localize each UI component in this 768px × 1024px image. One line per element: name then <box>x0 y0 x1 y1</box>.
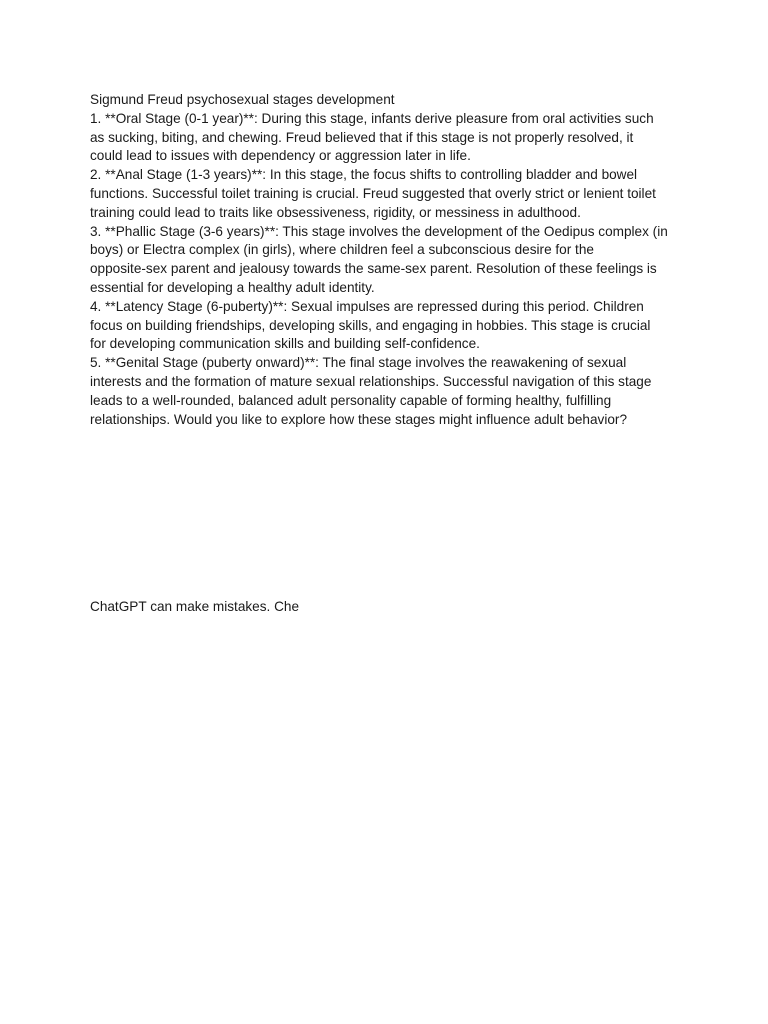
stage-line: interests and the formation of mature sexual relationships. Successful navigation of this stage <box>90 373 652 389</box>
stage-phallic <box>90 223 690 298</box>
stage-latency <box>90 298 690 354</box>
document-title: Sigmund Freud psychosexual stages development <box>90 92 395 107</box>
stage-oral <box>90 110 690 166</box>
stage-line: essential for developing a healthy adult identity. <box>90 279 375 295</box>
stage-line: as sucking, biting, and chewing. Freud believed that if this stage is not properly resolved, it <box>90 129 634 145</box>
stage-line: for developing communication skills and building self-confidence. <box>90 336 480 352</box>
stage-anal <box>90 166 690 222</box>
stage-line: training could lead to traits like obsessiveness, rigidity, or messiness in adulthood. <box>90 204 581 220</box>
stage-line: 4. **Latency Stage (6-puberty)**: Sexual impulses are repressed during this period. Children <box>90 298 644 314</box>
stage-line: 1. **Oral Stage (0-1 year)**: During this stage, infants derive pleasure from oral activities such <box>90 110 654 126</box>
stage-line: 5. **Genital Stage (puberty onward)**: The final stage involves the reawakening of sexual <box>90 355 627 371</box>
stage-line: could lead to issues with dependency or aggression later in life. <box>90 148 471 164</box>
disclaimer-text: ChatGPT can make mistakes. Che <box>90 599 300 614</box>
stage-line: focus on building friendships, developing skills, and engaging in hobbies. This stage is crucial <box>90 317 651 333</box>
stage-line: leads to a well-rounded, balanced adult personality capable of forming healthy, fulfilling <box>90 392 612 408</box>
stage-genital <box>90 354 690 429</box>
stage-line: relationships. Would you like to explore how these stages might influence adult behavior? <box>90 411 628 427</box>
stage-line: boys) or Electra complex (in girls), where children feel a subconscious desire for the <box>90 242 594 258</box>
stage-line: 2. **Anal Stage (1-3 years)**: In this stage, the focus shifts to controlling bladder and bowel <box>90 167 638 183</box>
document-body <box>90 91 690 429</box>
stage-line: opposite-sex parent and jealousy towards the same-sex parent. Resolution of these feelings is <box>90 261 657 277</box>
stage-line: 3. **Phallic Stage (3-6 years)**: This stage involves the development of the Oedipus complex (in <box>90 223 668 239</box>
stage-line: functions. Successful toilet training is crucial. Freud suggested that overly strict or lenient toilet <box>90 185 656 201</box>
